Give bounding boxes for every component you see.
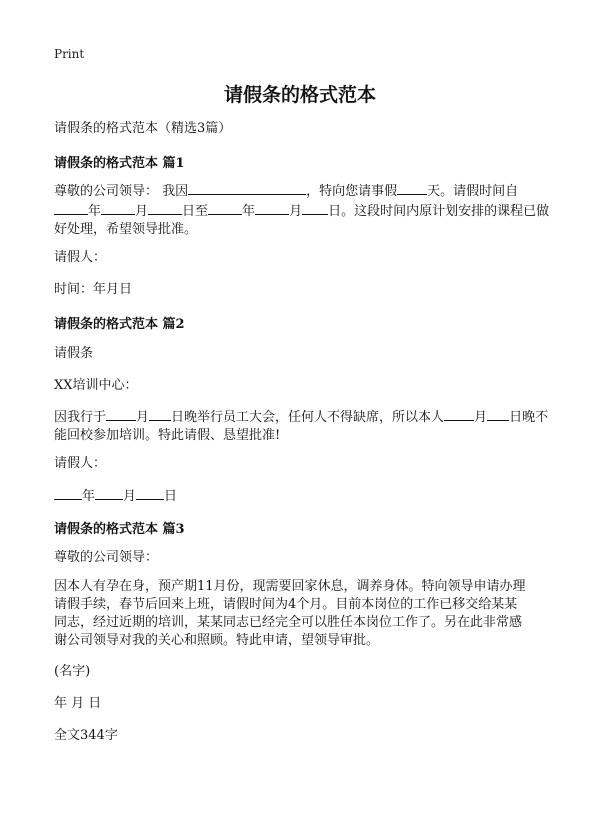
- s2-text: 月: [474, 410, 488, 425]
- print-label[interactable]: Print: [54, 47, 85, 61]
- blank-day: [149, 407, 171, 421]
- s3-line: 因本人有孕在身，预产期11月份，现需要回家休息，调养身体。特向领导申请办理: [54, 579, 526, 594]
- s2-text: 日晚举行员工大会，任何人不得缺席，所以本人: [171, 410, 445, 425]
- blank-year: [54, 486, 82, 500]
- word-count: 全文344字: [54, 728, 118, 743]
- blank-day: [148, 201, 182, 215]
- section-1-applicant: 请假人：: [54, 250, 107, 265]
- s3-line: 同志，经过近期的培训，某某同志已经完全可以胜任本岗位工作了。另在此非常感: [54, 615, 523, 630]
- section-1-heading: 请假条的格式范本 篇1: [54, 156, 185, 171]
- s1-text: ，特向您请事假: [306, 184, 398, 199]
- blank-day: [487, 407, 509, 421]
- blank-reason: [188, 181, 306, 195]
- section-3-date: 年 月 日: [54, 696, 102, 711]
- s2-month: 月: [123, 489, 137, 504]
- section-1-time: 时间：年月日: [54, 282, 133, 297]
- s1-text: 好处理，希望领导批准。: [54, 222, 198, 237]
- blank-month: [101, 201, 135, 215]
- section-3-salutation: 尊敬的公司领导：: [54, 550, 159, 565]
- s1-year: 年: [242, 204, 256, 219]
- blank-month: [106, 407, 136, 421]
- s1-day: 日至: [182, 204, 209, 219]
- section-3-paragraph: [54, 578, 554, 650]
- blank-month: [95, 486, 123, 500]
- s2-text: 因我行于: [54, 410, 107, 425]
- page-title: 请假条的格式范本: [223, 84, 376, 106]
- s1-year: 年: [88, 204, 102, 219]
- s1-month: 月: [289, 204, 303, 219]
- s2-day: 日: [164, 489, 178, 504]
- s1-day: 日。这段时间内原计划安排的课程已做: [328, 204, 550, 219]
- section-2-recipient: XX培训中心：: [54, 378, 138, 393]
- s1-month: 月: [135, 204, 149, 219]
- s2-year: 年: [82, 489, 96, 504]
- section-2-applicant: 请假人：: [54, 456, 107, 471]
- blank-days: [397, 181, 427, 195]
- section-1-paragraph: [54, 181, 554, 239]
- section-2-label: 请假条: [54, 346, 94, 361]
- s2-text: 能回校参加培训。特此请假、恳望批准!: [54, 428, 281, 443]
- section-2-date: [54, 486, 177, 506]
- s3-line: 请假手续，春节后回来上班，请假时间为4个月。目前本岗位的工作已移交给某某: [54, 597, 518, 612]
- s2-text: 月: [136, 410, 150, 425]
- s3-line: 谢公司领导对我的关心和照顾。特此申请，望领导审批。: [54, 633, 380, 648]
- s1-text: 天。请假时间自: [427, 184, 519, 199]
- subtitle: 请假条的格式范本（精选3篇）: [54, 121, 232, 136]
- section-2-heading: 请假条的格式范本 篇2: [54, 317, 185, 332]
- section-2-paragraph: [54, 407, 554, 445]
- s1-text: 尊敬的公司领导： 我因: [54, 184, 189, 199]
- blank-day: [136, 486, 164, 500]
- section-3-heading: 请假条的格式范本 篇3: [54, 522, 185, 537]
- s2-text: 日晚不: [509, 410, 549, 425]
- section-3-name: (名字): [54, 664, 91, 679]
- blank-year: [208, 201, 242, 215]
- blank-month: [444, 407, 474, 421]
- blank-month: [255, 201, 289, 215]
- blank-year: [54, 201, 88, 215]
- blank-day: [302, 201, 328, 215]
